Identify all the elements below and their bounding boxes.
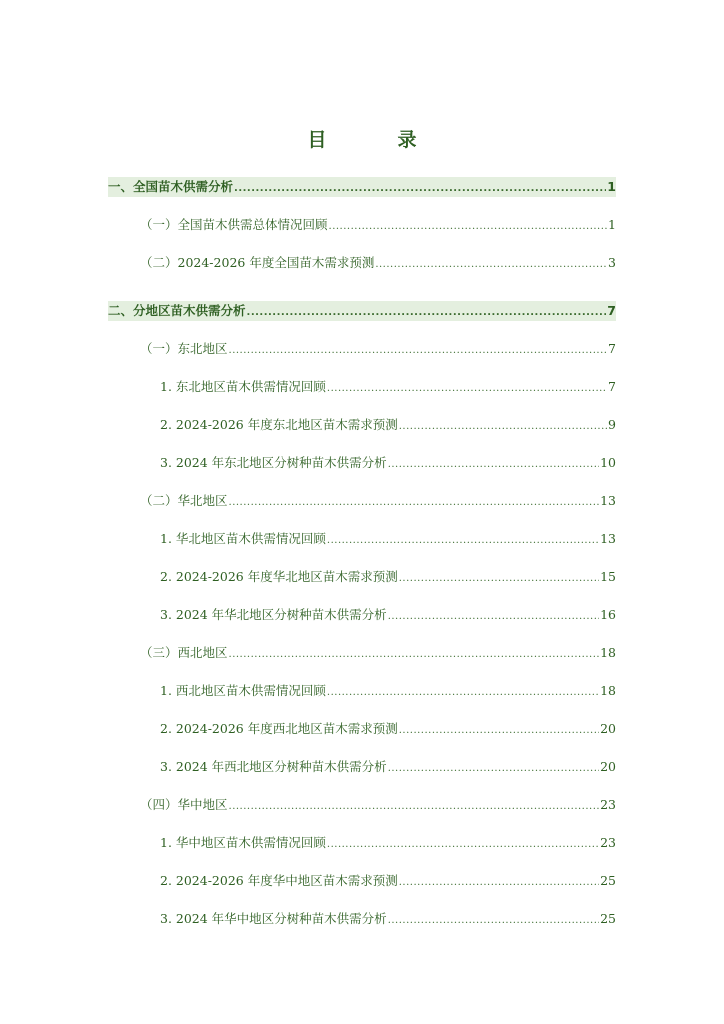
toc-entry-page-number: 7 (608, 379, 616, 394)
toc-entry[interactable] (160, 681, 616, 701)
toc-entry-label: 1. 东北地区苗木供需情况回顾 (160, 379, 326, 394)
toc-entry-page-number: 1 (608, 217, 616, 232)
toc-dot-leader (329, 219, 608, 235)
toc-entry-label: 1. 华北地区苗木供需情况回顾 (160, 531, 326, 546)
toc-dot-leader (234, 181, 606, 197)
toc-entry-page-number: 23 (600, 797, 616, 812)
toc-entry[interactable] (160, 605, 616, 625)
toc-entry[interactable] (160, 719, 616, 739)
toc-entry-label: （二）2024-2026 年度全国苗木需求预测 (140, 255, 375, 270)
toc-entry-page-number: 25 (600, 911, 616, 926)
toc-entry[interactable] (160, 833, 616, 853)
toc-entry-label: （三）西北地区 (140, 645, 228, 660)
toc-entry-label: （一）东北地区 (140, 341, 228, 356)
toc-dot-leader (229, 799, 600, 815)
toc-dot-leader (399, 571, 599, 587)
toc-entry[interactable] (160, 909, 616, 929)
toc-entry[interactable] (160, 567, 616, 587)
toc-entry-page-number: 16 (600, 607, 616, 622)
toc-entry-label: （一）全国苗木供需总体情况回顾 (140, 217, 328, 232)
toc-dot-leader (399, 723, 599, 739)
toc-entry[interactable] (140, 339, 616, 359)
toc-entry[interactable] (140, 253, 616, 273)
toc-dot-leader (247, 305, 607, 321)
toc-entry-label: 2. 2024-2026 年度东北地区苗木需求预测 (160, 417, 398, 432)
toc-dot-leader (388, 913, 599, 929)
toc-entry-page-number: 13 (600, 531, 616, 546)
toc-title: 目 录 (307, 129, 443, 151)
toc-entry-label: （四）华中地区 (140, 797, 228, 812)
toc-entry-label: 2. 2024-2026 年度西北地区苗木需求预测 (160, 721, 398, 736)
toc-dot-leader (229, 495, 600, 511)
toc-entry[interactable] (108, 177, 616, 197)
toc-entry-label: 2. 2024-2026 年度华北地区苗木需求预测 (160, 569, 398, 584)
toc-entry-page-number: 15 (600, 569, 616, 584)
toc-dot-leader (388, 609, 599, 625)
toc-dot-leader (388, 761, 599, 777)
toc-entry-label: 一、全国苗木供需分析 (108, 179, 234, 194)
toc-entry-page-number: 20 (600, 721, 616, 736)
toc-entry[interactable] (160, 415, 616, 435)
toc-entry-label: 2. 2024-2026 年度华中地区苗木需求预测 (160, 873, 398, 888)
toc-dot-leader (388, 457, 599, 473)
toc-entry-page-number: 25 (600, 873, 616, 888)
toc-entry[interactable] (160, 757, 616, 777)
toc-entry-page-number: 7 (608, 341, 616, 356)
toc-entry-page-number: 3 (608, 255, 616, 270)
toc-dot-leader (327, 837, 599, 853)
toc-entry[interactable] (140, 491, 616, 511)
toc-entry-page-number: 23 (600, 835, 616, 850)
toc-entry-page-number: 20 (600, 759, 616, 774)
toc-dot-leader (327, 533, 599, 549)
toc-entry-page-number: 9 (608, 417, 616, 432)
toc-entry[interactable] (140, 643, 616, 663)
toc-entry[interactable] (160, 453, 616, 473)
toc-dot-leader (229, 343, 608, 359)
toc-dot-leader (375, 257, 607, 273)
toc-entry-label: 二、分地区苗木供需分析 (108, 303, 246, 318)
toc-entry-page-number: 7 (607, 303, 616, 318)
toc-entry-label: 3. 2024 年东北地区分树种苗木供需分析 (160, 455, 387, 470)
toc-entry-label: 1. 西北地区苗木供需情况回顾 (160, 683, 326, 698)
toc-dot-leader (399, 419, 607, 435)
toc-dot-leader (327, 685, 599, 701)
toc-entry-page-number: 18 (600, 645, 616, 660)
toc-entry-page-number: 18 (600, 683, 616, 698)
toc-entry-label: 3. 2024 年西北地区分树种苗木供需分析 (160, 759, 387, 774)
toc-entry-page-number: 1 (607, 179, 616, 194)
toc-entry[interactable] (140, 215, 616, 235)
toc-entry-label: 3. 2024 年华北地区分树种苗木供需分析 (160, 607, 387, 622)
toc-entry-label: 1. 华中地区苗木供需情况回顾 (160, 835, 326, 850)
toc-entry-label: 3. 2024 年华中地区分树种苗木供需分析 (160, 911, 387, 926)
toc-dot-leader (399, 875, 599, 891)
toc-entry-page-number: 10 (600, 455, 616, 470)
toc-dot-leader (327, 381, 607, 397)
toc-entry[interactable] (160, 871, 616, 891)
toc-entry[interactable] (140, 795, 616, 815)
toc-entry-page-number: 13 (600, 493, 616, 508)
toc-entry[interactable] (160, 377, 616, 397)
toc-entry-label: （二）华北地区 (140, 493, 228, 508)
toc-dot-leader (229, 647, 600, 663)
toc-entry[interactable] (108, 301, 616, 321)
toc-entry[interactable] (160, 529, 616, 549)
